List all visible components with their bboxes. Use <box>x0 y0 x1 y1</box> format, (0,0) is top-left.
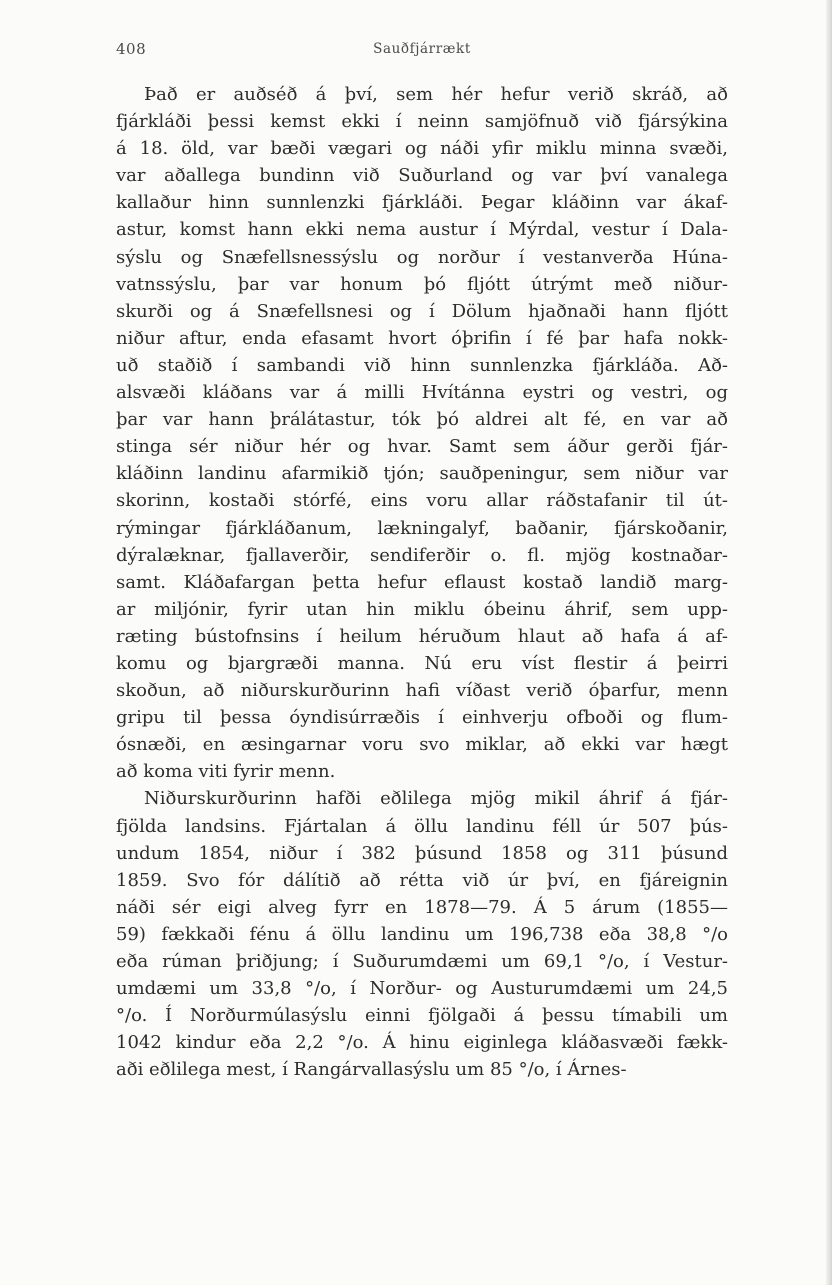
text-line: aði eðlilega mest, í Rangárvallasýslu um 85 °/o, í Árnes- <box>116 1059 627 1081</box>
text-line: samt. Kláðafargan þetta hefur eflaust kostað landið marg- <box>116 571 728 593</box>
text-line: fjölda landsins. Fjártalan á öllu landinu féll úr 507 þús- <box>116 815 728 837</box>
text-line: astur, komst hann ekki nema austur í Mýrdal, vestur í Dala- <box>116 219 728 241</box>
text-line: undum 1854, niður í 382 þúsund 1858 og 311 þúsund <box>116 842 728 864</box>
paragraph <box>116 785 728 1083</box>
text-line: kláðinn landinu afarmikið tjón; sauðpeningur, sem niður var <box>116 463 728 485</box>
text-line: °/o. Í Norðurmúlasýslu einni fjölgaði á þessu tímabili um <box>116 1005 728 1027</box>
text-line: eða rúman þriðjung; í Suðurumdæmi um 69,1 °/o, í Vestur- <box>116 951 728 972</box>
text-line: ar miljónir, fyrir utan hin miklu óbeinu áhrif, sem upp- <box>116 598 728 620</box>
text-line: komu og bjargræði manna. Nú eru víst flestir á þeirri <box>116 652 728 674</box>
page-edge-shadow <box>826 0 832 1285</box>
text-line: fjárkláði þessi kemst ekki í neinn samjöfnuð við fjársýkina <box>116 111 728 133</box>
text-line: ræting bústofnsins í heilum héruðum hlaut að hafa á af- <box>116 625 728 647</box>
text-line: á 18. öld, var bæði vægari og náði yfir miklu minna svæði, <box>116 138 728 160</box>
page-number: 408 <box>116 40 147 58</box>
text-line: kallaður hinn sunnlenzki fjárkláði. Þegar kláðinn var ákaf- <box>116 192 728 214</box>
text-line: að koma viti fyrir menn. <box>116 761 336 783</box>
text-line: alsvæði kláðans var á milli Hvítánna eystri og vestri, og <box>116 382 728 404</box>
text-line: sýslu og Snæfellsnessýslu og norður í vestanverða Húna- <box>116 246 728 268</box>
text-line: Það er auðséð á því, sem hér hefur verið skráð, að <box>144 84 728 105</box>
text-line: Niðurskurðurinn hafði eðlilega mjög mikil áhrif á fjár- <box>144 788 728 810</box>
text-line: ósnæði, en æsingarnar voru svo miklar, að ekki var hægt <box>116 734 728 756</box>
text-line: gripu til þessa óyndisúrræðis í einhverju ofboði og flum- <box>116 707 728 729</box>
text-line: skoðun, að niðurskurðurinn hafi víðast verið óþarfur, menn <box>116 680 728 702</box>
text-line: uð staðið í sambandi við hinn sunnlenzka fjárkláða. Að- <box>116 354 728 376</box>
running-head: Sauðfjárrækt <box>373 41 471 57</box>
text-line: umdæmi um 33,8 °/o, í Norður- og Austurumdæmi um 24,5 <box>116 978 728 1000</box>
text-line: náði sér eigi alveg fyrr en 1878—79. Á 5 árum (1855— <box>116 896 728 918</box>
text-line: niður aftur, enda efasamt hvort óþrifin í fé þar hafa nokk- <box>116 327 728 349</box>
text-line: dýralæknar, fjallaverðir, sendiferðir o. fl. mjög kostnaðar- <box>116 544 728 566</box>
paragraph <box>116 81 728 785</box>
text-line: stinga sér niður hér og hvar. Samt sem áður gerði fjár- <box>116 436 728 458</box>
text-line: 59) fækkaði fénu á öllu landinu um 196,738 eða 38,8 °/o <box>116 923 728 945</box>
text-line: 1042 kindur eða 2,2 °/o. Á hinu eiginlega kláðasvæði fækk- <box>116 1032 728 1054</box>
page-header <box>116 40 728 64</box>
text-line: vatnssýslu, þar var honum þó fljótt útrýmt með niður- <box>116 273 728 295</box>
body-text <box>116 81 728 1083</box>
paragraphs <box>116 81 728 1083</box>
text-line: skurði og á Snæfellsnesi og í Dölum hjaðnaði hann fljótt <box>116 300 728 322</box>
text-line: 1859. Svo fór dálítið að rétta við úr því, en fjáreignin <box>116 869 728 891</box>
text-line: skorinn, kostaði stórfé, eins voru allar ráðstafanir til út- <box>116 490 728 512</box>
text-line: þar var hann þrálátastur, tók þó aldrei alt fé, en var að <box>116 409 728 431</box>
text-line: var aðallega bundinn við Suðurland og var því vanalega <box>116 165 728 187</box>
text-line: rýmingar fjárkláðanum, lækningalyf, baðanir, fjárskoðanir, <box>116 517 728 539</box>
